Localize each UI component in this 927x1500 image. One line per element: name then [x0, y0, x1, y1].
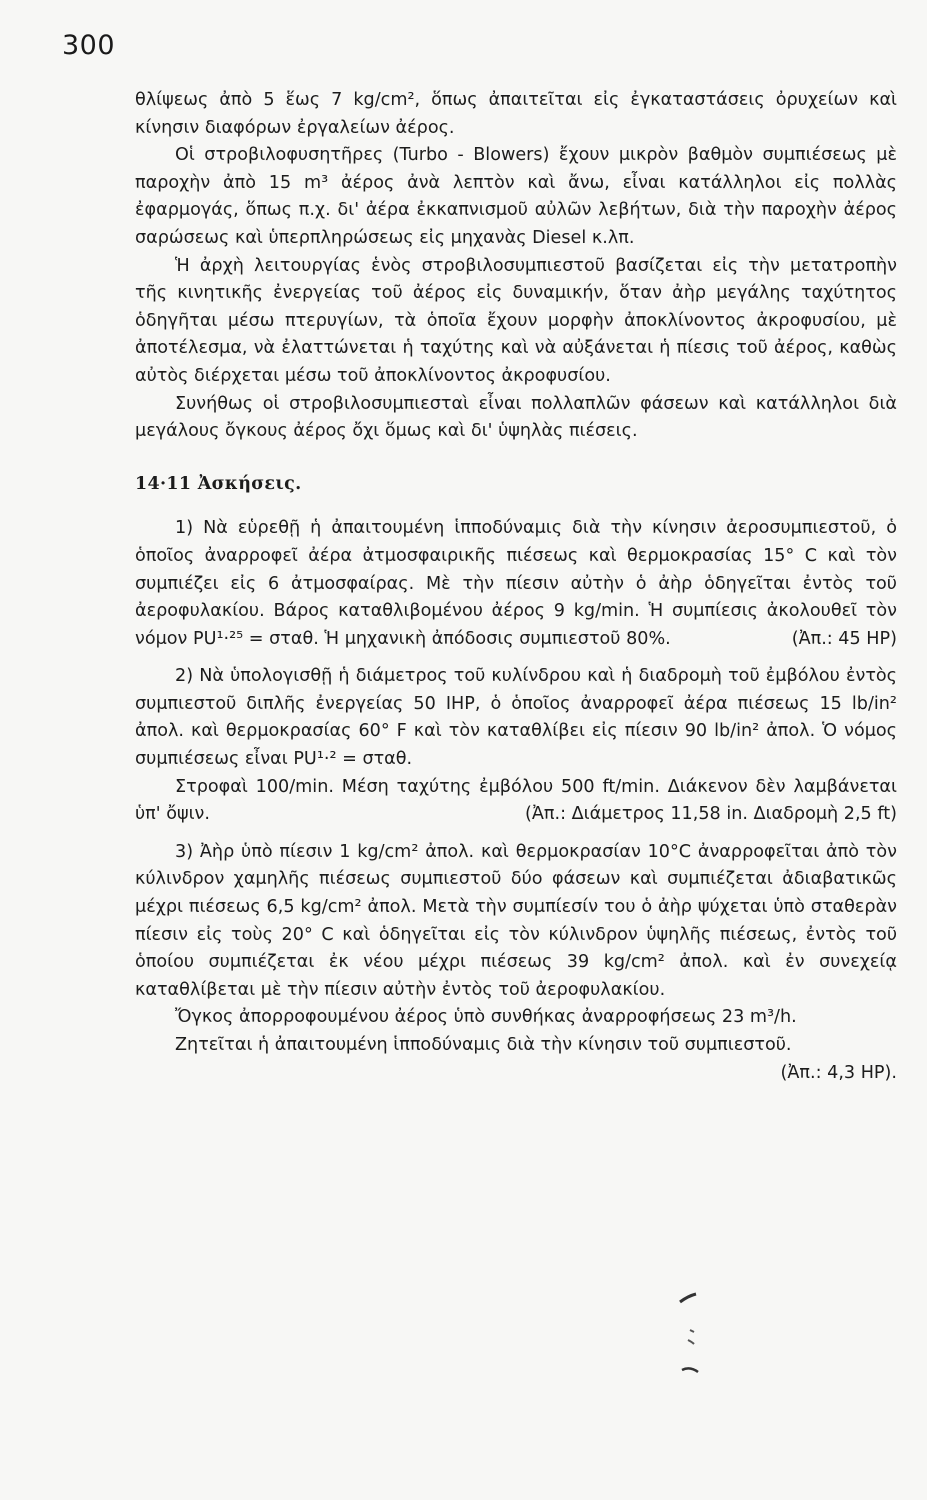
exercise-2-answer: (Ἀπ.: Διάμετρος 11,58 in. Διαδρομὴ 2,5 ft) [525, 804, 897, 825]
exercise-3-volume: Ὄγκος ἀπορροφουμένου ἀέρος ὑπὸ συνθήκας ἀναρροφήσεως 23 m³/h. [175, 1007, 797, 1028]
section-heading-exercises: 14·11 Ἀσκήσεις. [135, 473, 302, 494]
exercise-2-text-b: Στροφαὶ 100/min. Μέση ταχύτης ἐμβόλου 500 ft/min. Διάκενον δὲν λαμβάνεται ὑπ' ὄψιν. [135, 776, 897, 825]
exercise-3-question: Ζητεῖται ἡ ἀπαιτουμένη ἱπποδύναμις διὰ τὴν κίνησιν τοῦ συμπιεστοῦ. [175, 1035, 792, 1055]
paragraph-turbo-blowers: Οἱ στροβιλοφυσητῆρες (Turbo - Blowers) ἔχουν μικρὸν βαθμὸν συμπιέσεως μὲ παροχὴν ἀπὸ 15 m³ ἀέρος ἀνὰ λεπτὸν καὶ ἄνω, εἶναι κατάλληλοι εἰς πολλὰς ἐφαρμογάς, ὅπως π.χ. δι' ἀέρα ἐκκαπνισμοῦ αὐλῶν λεβήτων, διὰ τὴν παροχὴν ἀέρος σαρώσεως καὶ ὑπερπληρώσεως εἰς μηχανὰς Diesel κ.λπ. [135, 145, 897, 248]
ink-speck [688, 1340, 694, 1344]
paragraph-operating-principle: Ἡ ἀρχὴ λειτουργίας ἑνὸς στροβιλοσυμπιεστοῦ βασίζεται εἰς τὴν μετατροπὴν τῆς κινητικῆς ἐνεργείας τοῦ ἀέρος εἰς δυναμικήν, ὅταν ἀὴρ μεγάλης ταχύτητος ὁδηγῆται μέσω πτερυγίων, τὰ ὁποῖα ἔχουν μορφὴν ἀποκλίνοντος ἀκροφυσίου, μὲ ἀποτέλεσμα, νὰ ἐλαττώνεται ἡ ταχύτης καὶ νὰ αὐξάνεται ἡ πίεσις τοῦ ἀέρος, καθὼς αὐτὸς διέρχεται μέσω τοῦ ἀποκλίνοντος ἀκροφυσίου. [135, 255, 897, 386]
page-number: 300 [62, 30, 116, 61]
paragraph-continuation: θλίψεως ἀπὸ 5 ἕως 7 kg/cm², ὅπως ἀπαιτεῖται εἰς ἐγκαταστάσεις ὀρυχείων καὶ κίνησιν διαφόρων ἐργαλείων ἀέρος. [135, 90, 897, 138]
exercise-3: 3) Ἀὴρ ὑπὸ πίεσιν 1 kg/cm² ἀπολ. καὶ θερμοκρασίαν 10°C ἀναρροφεῖται ἀπὸ τὸν κύλινδρον χαμηλῆς πιέσεως συμπιεστοῦ δύο φάσεων καὶ συμπιέζεται ἀδιαβατικῶς μέχρι πιέσεως 6,5 kg/cm² ἀπολ. Μετὰ τὴν συμπίεσίν του ὁ ἀὴρ ψύχεται ὑπὸ σταθερὰν πίεσιν εἰς τοὺς 20° C καὶ ὁδηγεῖται εἰς τὸν κύλινδρον ὑψηλῆς πιέσεως, ἐντὸς τοῦ ὁποίου συμπιέζεται ἐκ νέου μέχρι πιέσεως 39 kg/cm² ἀπολ. καὶ ἐν συνεχείᾳ καταθλίβεται μὲ τὴν πίεσιν αὐτὴν ἐντὸς τοῦ ἀεροφυλακίου. [135, 841, 897, 1000]
exercise-1 [135, 515, 897, 653]
page-body [135, 87, 897, 1087]
exercise-1-answer: (Ἀπ.: 45 HP) [791, 628, 897, 649]
exercise-2: 2) Νὰ ὑπολογισθῇ ἡ διάμετρος τοῦ κυλίνδρου καὶ ἡ διαδρομὴ τοῦ ἐμβόλου ἐντὸς συμπιεστοῦ διπλῆς ἐνεργείας 50 IHP, ὁ ὁποῖος ἀναρροφεῖ ἀέρα πιέσεως 15 lb/in² ἀπολ. καὶ θερμοκρασίας 60° F καὶ τὸν καταθλίβει εἰς πίεσιν 90 lb/in² ἀπολ. Ὁ νόμος συμπιέσεως εἶναι PU¹·² = σταθ. [135, 666, 897, 770]
ink-speck [690, 1330, 694, 1332]
ink-speck [680, 1294, 696, 1302]
exercise-1-text: 1) Νὰ εὑρεθῇ ἡ ἀπαιτουμένη ἱπποδύναμις διὰ τὴν κίνησιν ἀεροσυμπιεστοῦ, ὁ ὁποῖος ἀναρροφεῖ ἀέρα ἀτμοσφαιρικῆς πιέσεως καὶ θερμοκρασίας 15° C καὶ τὸν συμπιέζει εἰς 6 ἀτμοσφαίρας. Μὲ τὴν πίεσιν αὐτὴν ὁ ἀὴρ ὁδηγεῖται ἐντὸς τοῦ ἀεροφυλακίου. Βάρος καταθλιβομένου ἀέρος 9 kg/min. Ἡ συμπίεσις ἀκολουθεῖ τὸν νόμον PU¹·²⁵ = σταθ. Ἡ μηχανικὴ ἀπόδοσις συμπιεστοῦ 80%. [135, 518, 897, 649]
exercise-3-answer: (Ἀπ.: 4,3 HP). [780, 1062, 897, 1083]
exercise-2-continuation [135, 774, 897, 829]
paragraph-multistage: Συνήθως οἱ στροβιλοσυμπιεσταὶ εἶναι πολλαπλῶν φάσεων καὶ κατάλληλοι διὰ μεγάλους ὄγκους ἀέρος ὄχι ὅμως καὶ δι' ὑψηλὰς πιέσεις. [135, 393, 897, 442]
ink-marks [676, 1290, 706, 1380]
ink-speck [682, 1368, 698, 1372]
